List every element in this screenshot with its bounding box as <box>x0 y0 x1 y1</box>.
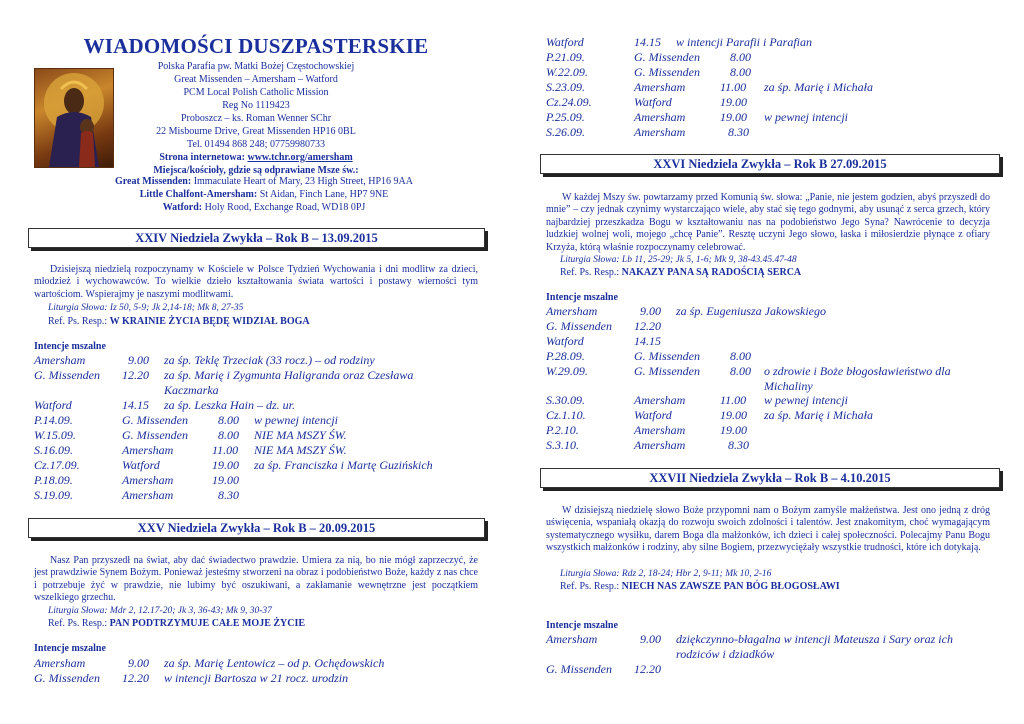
church-watford: Watford: Holy Rood, Exchange Road, WD18 0PJ <box>162 202 366 213</box>
section-header-xxiv: XXIV Niedziela Zwykła – Rok B – 13.09.2015 <box>28 228 485 248</box>
church-little-chalfont: Little Chalfont-Amersham: St Aidan, Finch Lane, HP7 9NE <box>139 189 389 200</box>
liturgy-xxvi: Liturgia Słowa: Lb 11, 25-29; Jk 5, 1-6; Mk 9, 38-43.45.47-48 <box>560 255 797 265</box>
intentions-label-xxvii: Intencje mszalne <box>546 620 618 631</box>
psalm-ref-xxvi: Ref. Ps. Resp.: NAKAZY PANA SĄ RADOŚCIĄ SERCA <box>560 267 802 278</box>
parish-name: Polska Parafia pw. Matki Bożej Częstochowskiej <box>157 61 355 72</box>
section-header-xxvi: XXVI Niedziela Zwykła – Rok B 27.09.2015 <box>540 154 1000 174</box>
section-text-xxvii: W dzisiejszą niedzielę słowo Boże przypomni nam o Bożym zamyśle małżeństwa. Jest ono jedną z dróg uświęcenia, wspaniałą okazją do rozwoju swoich zdolności i talentów. Jest znakomitym, choć wymagającym systematycznego wysiłku, darem Boga dla małżonków, ich dzieci i całej społeczności. Polecajmy Panu Bogu wszystkich małżonków i rodziny, aby silne Bogiem, przezwyciężały wszystkie trudności, które ich dotykają. <box>546 505 990 554</box>
mission-name: PCM Local Polish Catholic Mission <box>183 87 329 98</box>
reg-number: Reg No 1119423 <box>222 100 290 111</box>
liturgy-xxiv: Liturgia Słowa: Iz 50, 5-9; Jk 2,14-18; Mk 8, 27-35 <box>48 303 244 313</box>
section-text-xxvi: W każdej Mszy św. powtarzamy przed Komunią św. słowa: „Panie, nie jestem godzien, abyś przyszedł do mnie” – czy jednak czynimy wystarczająco wiele, aby stać się tego godnymi, aby usunąć z serca grzech, który najbardziej przeszkadza Bogu w kształtowaniu nas na podobieństwo Jego Syna? Nawrócenie to decyzja ludzkiej wolnej woli, mojego „chcę Panie”. Resztę uczyni Jego słowo, łaska i miłosierdzie płynące z ofiary Krzyża, którą właśnie rozpoczynamy celebrować. <box>546 192 990 253</box>
website-link[interactable]: www.tchr.org/amersham <box>247 152 353 163</box>
phone: Tel. 01494 868 248; 07759980733 <box>187 139 325 150</box>
liturgy-xxv: Liturgia Słowa: Mdr 2, 12.17-20; Jk 3, 36-43; Mk 9, 30-37 <box>48 606 272 616</box>
parish-priest: Proboszcz – ks. Roman Wenner SChr <box>180 113 332 124</box>
section-header-xxvii: XXVII Niedziela Zwykła – Rok B – 4.10.2015 <box>540 468 1000 488</box>
psalm-ref-xxv: Ref. Ps. Resp.: PAN PODTRZYMUJE CAŁE MOJE ŻYCIE <box>48 618 306 629</box>
intentions-label-xxv: Intencje mszalne <box>34 643 106 654</box>
parish-towns: Great Missenden – Amersham – Watford <box>174 74 338 85</box>
section-text-xxiv: Dzisiejszą niedzielą rozpoczynamy w Kościele w Polsce Tydzień Wychowania i dni modlitw za dzieci, młodzież i wychowawców. To wielkie dzieło kształtowania świata wartości i postawy wierności tym wartościom. Wspierajmy je naszymi modlitwami. <box>34 264 478 300</box>
churches-heading: Miejsca/kościoły, gdzie są odprawiane Msze św.: <box>153 165 359 176</box>
website-line <box>96 151 416 164</box>
psalm-ref-xxvii: Ref. Ps. Resp.: NIECH NAS ZAWSZE PAN BÓG BŁOGOSŁAWI <box>560 581 840 592</box>
church-great-missenden: Great Missenden: Immaculate Heart of Mary, 23 High Street, HP16 9AA <box>115 176 413 187</box>
page-title: WIADOMOŚCI DUSZPASTERSKIE <box>83 34 429 58</box>
liturgy-xxvii: Liturgia Słowa: Rdz 2, 18-24; Hbr 2, 9-11; Mk 10, 2-16 <box>560 569 772 579</box>
intentions-label-xxiv: Intencje mszalne <box>34 341 106 352</box>
section-header-xxv: XXV Niedziela Zwykła – Rok B – 20.09.2015 <box>28 518 485 538</box>
intentions-label-xxvi: Intencje mszalne <box>546 292 618 303</box>
address: 22 Misbourne Drive, Great Missenden HP16 0BL <box>156 126 356 137</box>
section-text-xxv: Nasz Pan przyszedł na świat, aby dać świadectwo prawdzie. Umiera za nią, bo nie mógł zaprzeczyć, że jest prawdziwie Synem Bożym. Ponieważ jesteśmy stworzeni na obraz i podobieństwo Boże, każdy z nas chce i potrzebuje żyć w prawdzie, nie lubimy być oszukiwani, a zakłamanie wewnętrzne jest początkiem wszelkiego grzechu. <box>34 555 478 604</box>
website-label: Strona internetowa: <box>159 152 245 163</box>
psalm-ref-xxiv: Ref. Ps. Resp.: W KRAINIE ŻYCIA BĘDĘ WIDZIAŁ BOGA <box>48 316 310 327</box>
